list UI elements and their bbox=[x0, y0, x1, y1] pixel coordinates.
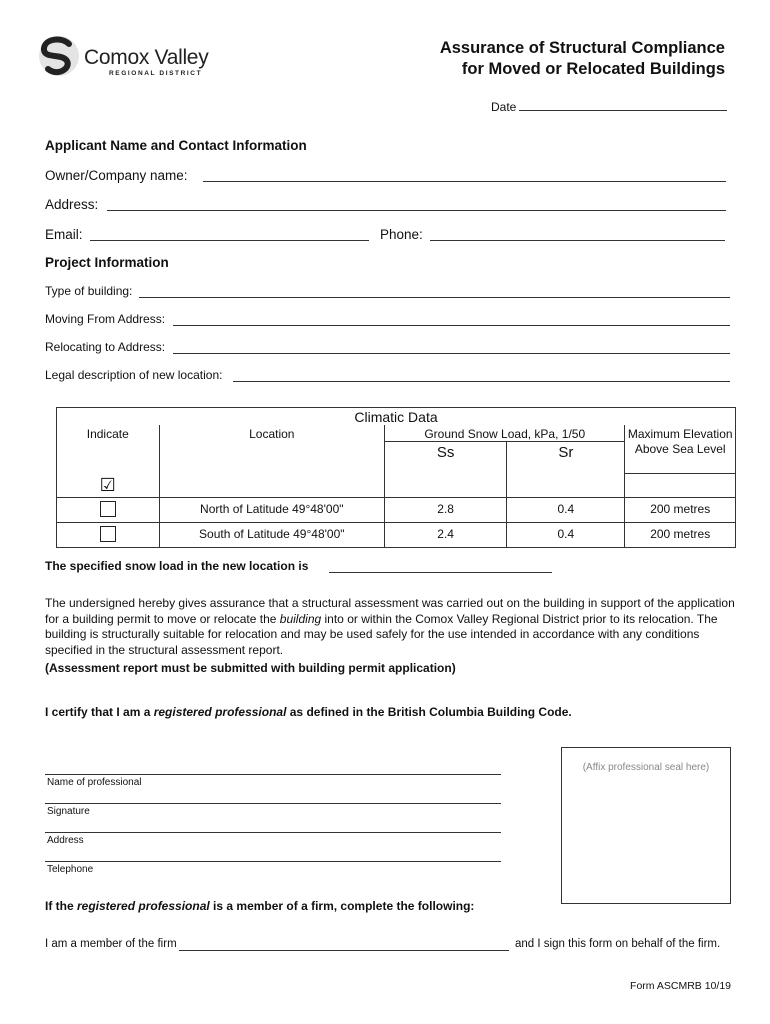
professional-address-label: Address bbox=[47, 835, 84, 846]
climatic-title: Climatic Data bbox=[57, 408, 736, 426]
legal-description-field[interactable] bbox=[233, 381, 730, 382]
moving-from-field[interactable] bbox=[173, 325, 730, 326]
logo-name: Comox Valley bbox=[84, 46, 209, 69]
date-label: Date bbox=[491, 100, 517, 114]
snow-load-statement: The specified snow load in the new location is bbox=[45, 559, 309, 573]
table-row bbox=[57, 498, 736, 523]
date-field[interactable] bbox=[491, 100, 727, 114]
firm-heading-pre: If the bbox=[45, 899, 77, 913]
title-line-1: Assurance of Structural Compliance bbox=[439, 39, 725, 57]
building-type-field[interactable] bbox=[139, 297, 730, 298]
project-heading: Project Information bbox=[45, 255, 169, 270]
firm-line-pre: I am a member of the firm bbox=[45, 938, 177, 950]
owner-field[interactable] bbox=[203, 181, 726, 182]
title-line-2: for Moved or Relocated Buildings bbox=[461, 60, 725, 78]
snow-load-field[interactable] bbox=[329, 572, 552, 573]
email-field[interactable] bbox=[90, 240, 369, 241]
ss-cell: 2.8 bbox=[385, 498, 507, 523]
col-elevation: Maximum Elevation Above Sea Level bbox=[625, 425, 736, 474]
applicant-heading: Applicant Name and Contact Information bbox=[45, 138, 307, 153]
form-code: Form ASCMRB 10/19 bbox=[630, 980, 731, 992]
address-line[interactable] bbox=[45, 832, 501, 833]
col-ss: Ss bbox=[385, 442, 507, 474]
email-label: Email: bbox=[45, 227, 83, 242]
location-cell: North of Latitude 49°48'00" bbox=[159, 498, 385, 523]
phone-field[interactable] bbox=[430, 240, 725, 241]
date-line[interactable] bbox=[519, 100, 727, 111]
north-checkbox[interactable] bbox=[100, 501, 116, 517]
certify-pre: I certify that I am a bbox=[45, 705, 154, 719]
relocating-to-field[interactable] bbox=[173, 353, 730, 354]
sr-cell: 0.4 bbox=[507, 498, 625, 523]
firm-line-post: and I sign this form on behalf of the firm. bbox=[515, 938, 721, 950]
address-label: Address: bbox=[45, 197, 99, 212]
col-indicate: Indicate bbox=[57, 425, 160, 474]
signature-line[interactable] bbox=[45, 803, 501, 804]
moving-from-label: Moving From Address: bbox=[45, 312, 166, 326]
col-location: Location bbox=[159, 425, 385, 474]
firm-heading-post: is a member of a firm, complete the following: bbox=[209, 899, 475, 913]
legal-description-label: Legal description of new location: bbox=[45, 368, 223, 382]
firm-heading-italic: registered professional bbox=[77, 899, 210, 913]
assessment-note: (Assessment report must be submitted with building permit application) bbox=[45, 661, 456, 675]
elevation-cell: 200 metres bbox=[625, 523, 736, 548]
owner-label: Owner/Company name: bbox=[45, 168, 188, 183]
telephone-label: Telephone bbox=[47, 864, 94, 875]
location-cell: South of Latitude 49°48'00" bbox=[159, 523, 385, 548]
signature-label: Signature bbox=[47, 806, 90, 817]
professional-seal-box[interactable] bbox=[561, 747, 731, 904]
name-of-professional-line[interactable] bbox=[45, 774, 501, 775]
certify-statement bbox=[45, 705, 572, 719]
col-snow-load: Ground Snow Load, kPa, 1/50 bbox=[385, 425, 625, 442]
phone-label: Phone: bbox=[380, 227, 423, 242]
firm-heading bbox=[45, 899, 474, 913]
south-checkbox[interactable] bbox=[100, 526, 116, 542]
assurance-paragraph bbox=[45, 596, 735, 658]
relocating-to-label: Relocating to Address: bbox=[45, 340, 166, 354]
form-title bbox=[440, 38, 725, 80]
certify-italic: registered professional bbox=[153, 705, 287, 719]
telephone-line[interactable] bbox=[45, 861, 501, 862]
assurance-text-2: into or within the Comox Valley Regional District prior to its relocation. The building is structurally suitable for relocation and may be used safely for the use intended in accordance with any conditions specified in the structural assessment report. bbox=[45, 611, 718, 657]
building-type-label: Type of building: bbox=[45, 284, 133, 298]
assurance-italic: building bbox=[279, 611, 322, 626]
seal-label: (Affix professional seal here) bbox=[582, 762, 710, 773]
logo-subtitle: REGIONAL DISTRICT bbox=[109, 70, 203, 77]
logo-swoosh-icon bbox=[38, 35, 80, 77]
col-sr: Sr bbox=[507, 442, 625, 474]
checked-box-icon: ☑ bbox=[99, 475, 116, 496]
address-field[interactable] bbox=[107, 210, 726, 211]
table-row bbox=[57, 523, 736, 548]
certify-post: as defined in the British Columbia Building Code. bbox=[286, 705, 572, 719]
firm-name-field[interactable] bbox=[179, 950, 509, 951]
sr-cell: 0.4 bbox=[507, 523, 625, 548]
elevation-cell: 200 metres bbox=[625, 498, 736, 523]
header-check-cell bbox=[57, 474, 160, 498]
ss-cell: 2.4 bbox=[385, 523, 507, 548]
name-of-professional-label: Name of professional bbox=[47, 777, 142, 788]
assurance-text-1: The undersigned hereby gives assurance that a structural assessment was carried out on the building in support of the application for a building permit to move or relocate the bbox=[45, 596, 735, 626]
climatic-data-table bbox=[56, 407, 736, 548]
